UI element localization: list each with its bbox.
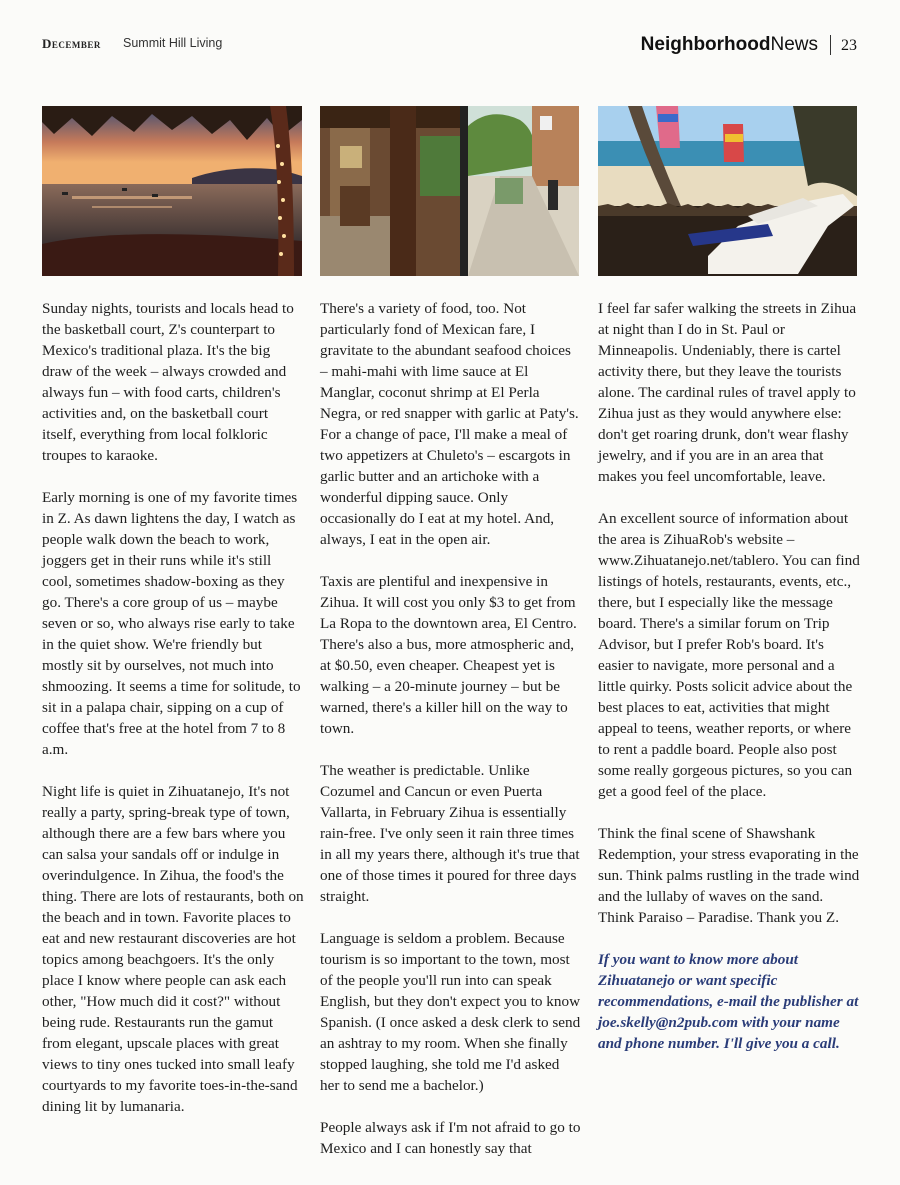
photo-restaurant-street (320, 106, 579, 276)
paragraph: An excellent source of information about the area is ZihuaRob's website – www.Zihuatanejo.net/tablero. You can find listings of hotels, restaurants, events, etc., there, but I especially like the message board. There's a similar forum on Trip Advisor, but I prefer Rob's board. It's easier to navigate, more personal and a little quirky. Posts solicit advice about the best places to eat, activities that might appeal to teens, weather reports, or where to rent a paddle board. People also post some really gorgeous pictures, so you can get a good feel of the place. (598, 510, 860, 800)
paragraph: Language is seldom a problem. Because tourism is so important to the town, most of the people you'll run into can speak English, but they don't expect you to know Spanish. (I once asked a desk clerk to send an ashtray to my room. When she finally stopped laughing, she told me I'd asked her to send me a bachelor.) (320, 930, 581, 1094)
header-divider (830, 35, 831, 55)
paragraph: There's a variety of food, too. Not particularly fond of Mexican fare, I gravitate to the abundant seafood choices – mahi-mahi with lime sauce at El Manglar, coconut shrimp at El Perla Negra, or red snapper with garlic at Paty's. For a change of pace, I'll make a meal of two appetizers at Chuleto's – escargots in garlic butter and an artichoke with a wonderful dipping sauce. Only occasionally do I eat at my hotel. And, always, I eat in the open air. (320, 300, 579, 548)
photo-sunset-bay (42, 106, 302, 276)
section-name-light: News (770, 34, 818, 55)
page-number: 23 (841, 37, 857, 54)
issue-month: December (42, 36, 101, 51)
photo-beach-loungers (598, 106, 857, 276)
paragraph: Night life is quiet in Zihuatanejo, It's not really a party, spring-break type of town, although there are a few bars where you can salsa your sandals off or indulge in overindulgence. In Zihua, the food's the thing. There are lots of restaurants, both on the beach and in town. Favorite places to eat and new restaurant discoveries are hot topics among beachgoers. It's the only place I know where people can ask each other, "How much did it cost?" without being rude. Restaurants run the gamut from elegant, upscale places with great views to tiny ones tucked into small leafy courtyards to my favorite toes-in-the-sand dining lit by lumanaria. (42, 783, 304, 1115)
paragraph: Taxis are plentiful and inexpensive in Zihua. It will cost you only $3 to get from La Ropa to the downtown area, El Centro. There's also a bus, more atmospheric and, at $0.50, even cheaper. Cheapest yet is walking – a 20-minute journey – but be warned, there's a killer hill on the way to town. (320, 573, 577, 737)
paragraph: People always ask if I'm not afraid to go to Mexico and I can honestly say that (320, 1119, 581, 1157)
section-name-bold: Neighborhood (640, 34, 771, 55)
paragraph: The weather is predictable. Unlike Cozumel and Cancun or even Puerta Vallarta, in February Zihua is essentially rain-free. I've only seen it rain three times in all my years there, although it's true that one of those times it poured for three days straight. (320, 762, 580, 905)
article-column-1 (42, 298, 304, 1138)
article-column-3 (598, 298, 860, 1075)
paragraph: Think the final scene of Shawshank Redemption, your stress evaporating in the sun. Think palms rustling in the trade wind and the lullaby of waves on the sand. Think Paraiso – Paradise. Thank you Z. (598, 825, 860, 926)
article-column-2 (320, 298, 582, 1180)
paragraph: I feel far safer walking the streets in Zihua at night than I do in St. Paul or Minneapolis. Undeniably, there is cartel activity there, but they leave the tourists alone. The cardinal rules of travel apply to Zihua just as they would anywhere else: don't get roaring drunk, don't wear flashy jewelry, and if you are in an area that makes you feel uncomfortable, leave. (598, 300, 857, 485)
page-header (42, 34, 857, 60)
paragraph: Early morning is one of my favorite times in Z. As dawn lightens the day, I watch as people walk down the beach to work, joggers get in their runs while it's still cool, sometimes shadow-boxing as they go. There's a core group of us – maybe seven or so, who always rise early to take in the quiet show. We're friendly but mostly sit by ourselves, not much into shmoozing. It seems a time for solitude, to sit in a palapa chair, sipping on a cup of coffee that's free at the hotel from 7 to 8 a.m. (42, 489, 301, 758)
publication-name: Summit Hill Living (123, 36, 223, 50)
paragraph: Sunday nights, tourists and locals head to the basketball court, Z's counterpart to Mexico's traditional plaza. It's the big draw of the week – always crowded and always fun – with food carts, children's activities and, on the basketball court itself, everything from local folkloric troupes to karaoke. (42, 300, 294, 464)
closing-note: If you want to know more about Zihuatanejo or want specific recommendations, e-mail the publisher at joe.skelly@n2pub.com with your name and phone number. I'll give you a call. (598, 951, 859, 1052)
section-heading (641, 34, 857, 56)
